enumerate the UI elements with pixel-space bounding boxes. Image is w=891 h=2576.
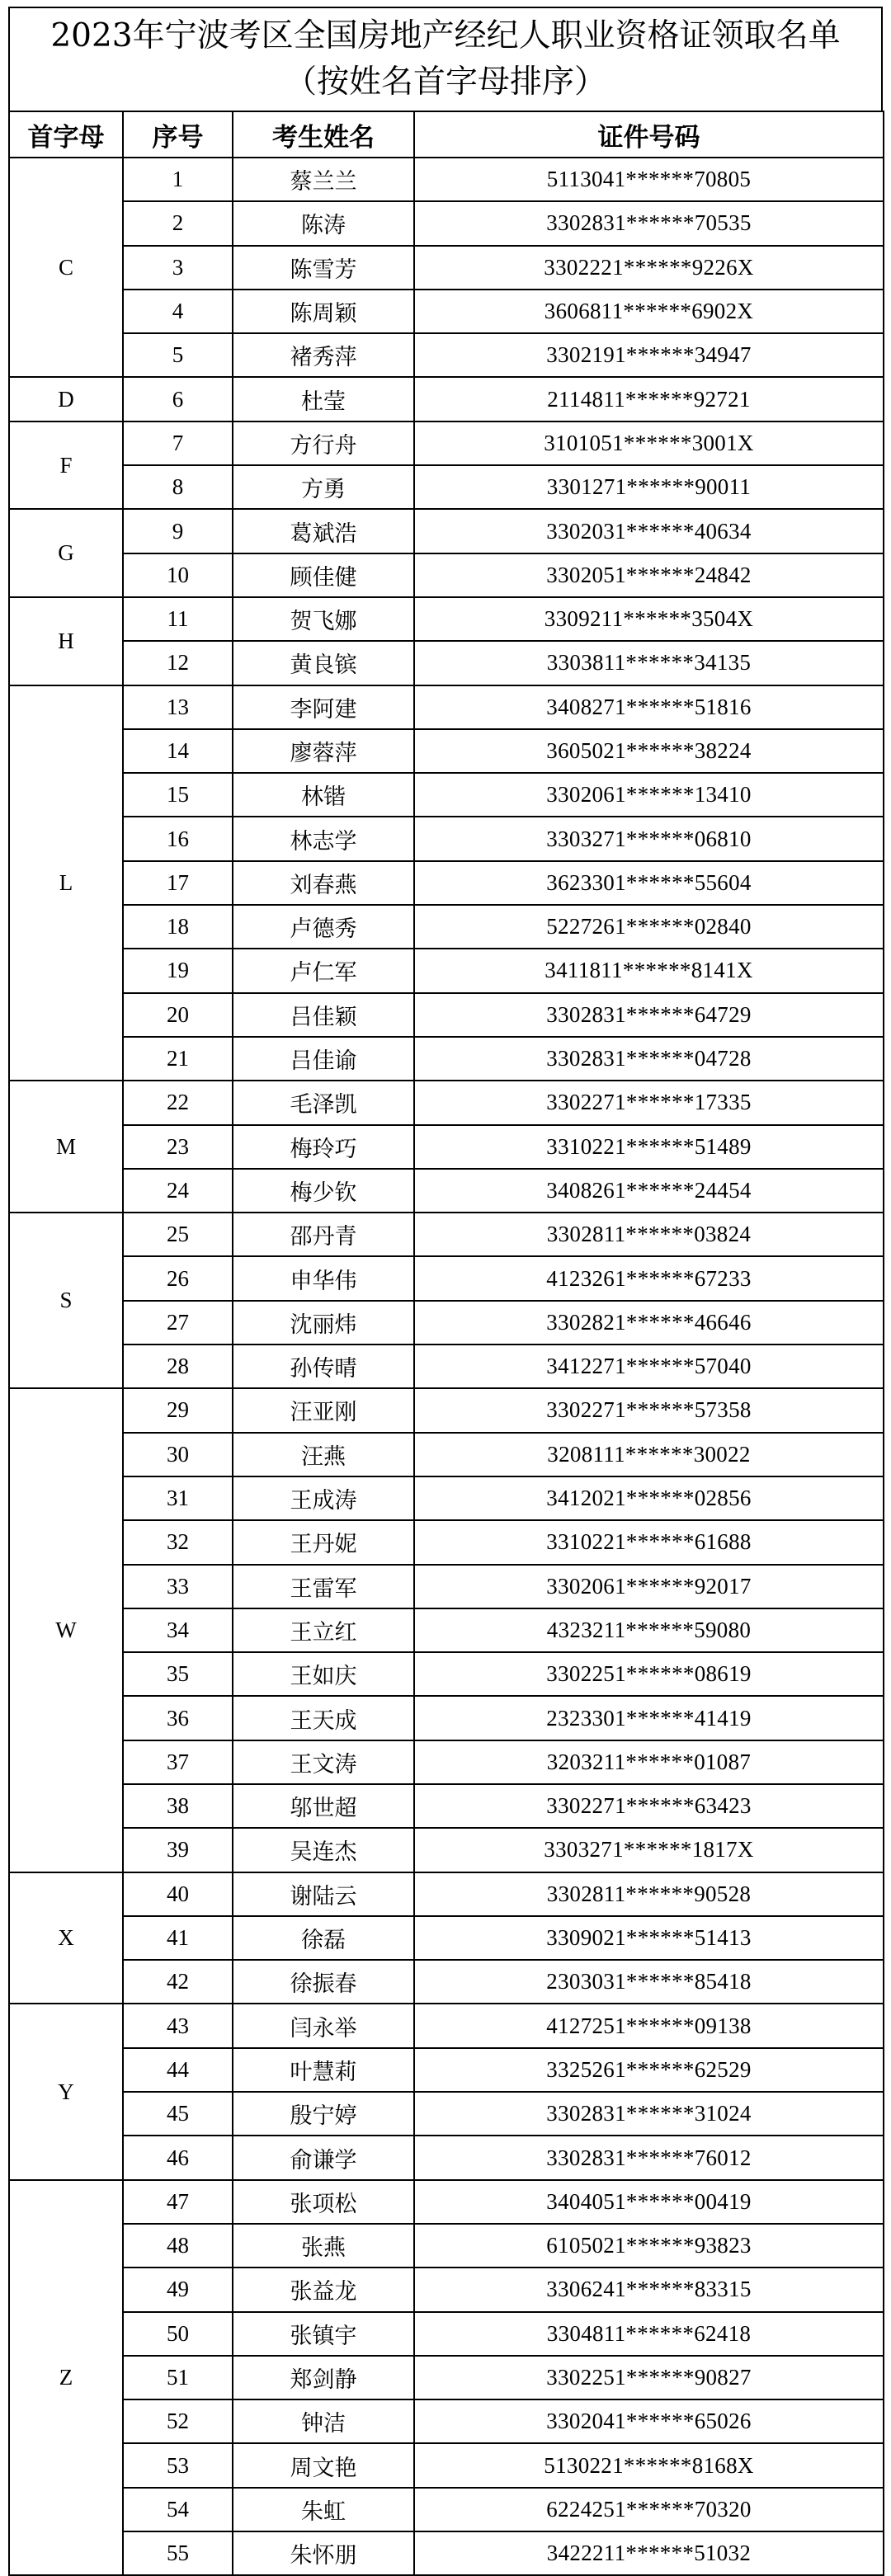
table-row [9, 685, 884, 729]
cert-number-cell: 4127251******09138 [414, 2004, 884, 2047]
name-cell: 梅玲巧 [233, 1125, 414, 1169]
cert-number-cell: 3302831******64729 [414, 993, 884, 1037]
seq-cell: 43 [123, 2004, 233, 2047]
seq-cell: 42 [123, 1960, 233, 2004]
cert-number-cell: 3302061******92017 [414, 1565, 884, 1608]
cert-number-cell: 3605021******38224 [414, 729, 884, 773]
seq-cell: 40 [123, 1872, 233, 1916]
table-row [9, 2136, 884, 2179]
name-cell: 梅少钦 [233, 1169, 414, 1213]
seq-cell: 46 [123, 2136, 233, 2179]
seq-cell: 37 [123, 1740, 233, 1784]
cert-number-cell: 3309021******51413 [414, 1916, 884, 1960]
seq-cell: 21 [123, 1037, 233, 1081]
table-row [9, 421, 884, 465]
seq-cell: 18 [123, 905, 233, 949]
table-row [9, 1565, 884, 1608]
cert-number-cell: 3302831******31024 [414, 2092, 884, 2136]
cert-number-cell: 5113041******70805 [414, 158, 884, 201]
table-row [9, 1828, 884, 1872]
table-row [9, 158, 884, 201]
seq-cell: 44 [123, 2048, 233, 2092]
cert-number-cell: 3422211******51032 [414, 2531, 884, 2575]
cert-number-cell: 3208111******30022 [414, 1433, 884, 1476]
table-row [9, 817, 884, 860]
seq-cell: 1 [123, 158, 233, 201]
cert-number-cell: 3302831******04728 [414, 1037, 884, 1081]
name-cell: 朱虹 [233, 2488, 414, 2531]
seq-cell: 16 [123, 817, 233, 860]
name-cell: 方行舟 [233, 421, 414, 465]
seq-cell: 45 [123, 2092, 233, 2136]
cert-number-cell: 3302811******03824 [414, 1213, 884, 1256]
cert-number-cell: 5130221******8168X [414, 2443, 884, 2487]
seq-cell: 28 [123, 1345, 233, 1388]
table-row [9, 1608, 884, 1652]
table-row [9, 1301, 884, 1345]
name-cell: 林志学 [233, 817, 414, 860]
seq-cell: 54 [123, 2488, 233, 2531]
seq-cell: 15 [123, 773, 233, 817]
table-row [9, 2356, 884, 2399]
initial-letter-cell: W [9, 1388, 123, 1872]
initial-letter-cell: G [9, 509, 123, 597]
cert-number-cell: 3306241******83315 [414, 2268, 884, 2311]
name-cell: 褚秀萍 [233, 333, 414, 377]
table-row [9, 729, 884, 773]
seq-cell: 11 [123, 597, 233, 641]
name-cell: 贺飞娜 [233, 597, 414, 641]
table-row [9, 1960, 884, 2004]
initial-letter-cell: X [9, 1872, 123, 2004]
seq-cell: 13 [123, 685, 233, 729]
name-cell: 殷宁婷 [233, 2092, 414, 2136]
cert-number-cell: 3302831******70535 [414, 201, 884, 245]
seq-cell: 48 [123, 2224, 233, 2268]
seq-cell: 41 [123, 1916, 233, 1960]
seq-cell: 39 [123, 1828, 233, 1872]
initial-letter-cell: M [9, 1081, 123, 1213]
seq-cell: 33 [123, 1565, 233, 1608]
name-cell: 吕佳谕 [233, 1037, 414, 1081]
table-row [9, 2224, 884, 2268]
seq-cell: 34 [123, 1608, 233, 1652]
table-row [9, 2312, 884, 2356]
table-row [9, 861, 884, 905]
seq-cell: 35 [123, 1652, 233, 1696]
initial-letter-cell: L [9, 685, 123, 1081]
table-row [9, 1520, 884, 1564]
cert-number-cell: 3310221******61688 [414, 1520, 884, 1564]
cert-number-cell: 3606811******6902X [414, 290, 884, 333]
cert-number-cell: 3303271******1817X [414, 1828, 884, 1872]
table-row [9, 553, 884, 597]
table-row [9, 641, 884, 685]
name-cell: 叶慧莉 [233, 2048, 414, 2092]
cert-number-cell: 3303811******34135 [414, 641, 884, 685]
table-row [9, 2048, 884, 2092]
table-row [9, 1740, 884, 1784]
name-cell: 张燕 [233, 2224, 414, 2268]
seq-cell: 3 [123, 246, 233, 290]
cert-number-cell: 2114811******92721 [414, 377, 884, 421]
name-cell: 陈周颖 [233, 290, 414, 333]
name-cell: 汪亚刚 [233, 1388, 414, 1432]
name-cell: 吕佳颖 [233, 993, 414, 1037]
table-row [9, 949, 884, 992]
header-name: 考生姓名 [233, 111, 414, 158]
name-cell: 王文涛 [233, 1740, 414, 1784]
table-row [9, 1476, 884, 1520]
seq-cell: 50 [123, 2312, 233, 2356]
seq-cell: 25 [123, 1213, 233, 1256]
cert-number-cell: 3310221******51489 [414, 1125, 884, 1169]
seq-cell: 12 [123, 641, 233, 685]
header-letter: 首字母 [9, 111, 123, 158]
table-row [9, 2268, 884, 2311]
name-cell: 葛斌浩 [233, 509, 414, 553]
name-cell: 王成涛 [233, 1476, 414, 1520]
initial-letter-cell: D [9, 377, 123, 421]
name-cell: 汪燕 [233, 1433, 414, 1476]
name-cell: 黄良镔 [233, 641, 414, 685]
header-seq: 序号 [123, 111, 233, 158]
seq-cell: 30 [123, 1433, 233, 1476]
seq-cell: 7 [123, 421, 233, 465]
table-row [9, 1433, 884, 1476]
initial-letter-cell: H [9, 597, 123, 685]
header-row [9, 111, 884, 158]
seq-cell: 10 [123, 553, 233, 597]
name-cell: 徐振春 [233, 1960, 414, 2004]
document-title [8, 7, 883, 111]
cert-number-cell: 3412271******57040 [414, 1345, 884, 1388]
cert-number-cell: 3301271******90011 [414, 465, 884, 509]
name-cell: 顾佳健 [233, 553, 414, 597]
name-cell: 孙传晴 [233, 1345, 414, 1388]
table-row [9, 1784, 884, 1828]
initial-letter-cell: Z [9, 2180, 123, 2576]
cert-number-cell: 3302811******90528 [414, 1872, 884, 1916]
table-row [9, 1872, 884, 1916]
seq-cell: 17 [123, 861, 233, 905]
name-cell: 沈丽炜 [233, 1301, 414, 1345]
cert-number-cell: 2303031******85418 [414, 1960, 884, 2004]
cert-number-cell: 6105021******93823 [414, 2224, 884, 2268]
seq-cell: 8 [123, 465, 233, 509]
roster-table [8, 111, 884, 2576]
table-row [9, 509, 884, 553]
table-row [9, 1169, 884, 1213]
cert-number-cell: 3302061******13410 [414, 773, 884, 817]
seq-cell: 51 [123, 2356, 233, 2399]
name-cell: 朱怀朋 [233, 2531, 414, 2575]
name-cell: 林锴 [233, 773, 414, 817]
cert-number-cell: 3302251******08619 [414, 1652, 884, 1696]
cert-number-cell: 3623301******55604 [414, 861, 884, 905]
name-cell: 张项松 [233, 2180, 414, 2224]
name-cell: 卢仁军 [233, 949, 414, 992]
table-row [9, 2004, 884, 2047]
cert-number-cell: 3412021******02856 [414, 1476, 884, 1520]
cert-number-cell: 4323211******59080 [414, 1608, 884, 1652]
name-cell: 王立红 [233, 1608, 414, 1652]
table-row [9, 1345, 884, 1388]
name-cell: 邵丹青 [233, 1213, 414, 1256]
seq-cell: 23 [123, 1125, 233, 1169]
name-cell: 张益龙 [233, 2268, 414, 2311]
seq-cell: 32 [123, 1520, 233, 1564]
seq-cell: 6 [123, 377, 233, 421]
name-cell: 王丹妮 [233, 1520, 414, 1564]
table-row [9, 2488, 884, 2531]
cert-number-cell: 3325261******62529 [414, 2048, 884, 2092]
table-row [9, 333, 884, 377]
name-cell: 蔡兰兰 [233, 158, 414, 201]
seq-cell: 26 [123, 1256, 233, 1300]
seq-cell: 4 [123, 290, 233, 333]
cert-number-cell: 3309211******3504X [414, 597, 884, 641]
cert-number-cell: 2323301******41419 [414, 1696, 884, 1740]
table-row [9, 905, 884, 949]
name-cell: 刘春燕 [233, 861, 414, 905]
seq-cell: 20 [123, 993, 233, 1037]
cert-number-cell: 3302031******40634 [414, 509, 884, 553]
table-row [9, 1125, 884, 1169]
initial-letter-cell: C [9, 158, 123, 377]
cert-number-cell: 3408271******51816 [414, 685, 884, 729]
name-cell: 周文艳 [233, 2443, 414, 2487]
cert-number-cell: 3302821******46646 [414, 1301, 884, 1345]
name-cell: 吴连杰 [233, 1828, 414, 1872]
name-cell: 俞谦学 [233, 2136, 414, 2179]
table-row [9, 2399, 884, 2443]
cert-number-cell: 3302251******90827 [414, 2356, 884, 2399]
seq-cell: 5 [123, 333, 233, 377]
cert-number-cell: 3303271******06810 [414, 817, 884, 860]
name-cell: 邬世超 [233, 1784, 414, 1828]
cert-number-cell: 3411811******8141X [414, 949, 884, 992]
name-cell: 李阿建 [233, 685, 414, 729]
initial-letter-cell: S [9, 1213, 123, 1388]
cert-number-cell: 6224251******70320 [414, 2488, 884, 2531]
table-row [9, 2443, 884, 2487]
cert-number-cell: 3302041******65026 [414, 2399, 884, 2443]
roster-body [9, 158, 884, 2575]
table-row [9, 377, 884, 421]
cert-number-cell: 3304811******62418 [414, 2312, 884, 2356]
seq-cell: 53 [123, 2443, 233, 2487]
cert-number-cell: 3302271******57358 [414, 1388, 884, 1432]
seq-cell: 49 [123, 2268, 233, 2311]
cert-number-cell: 3302271******63423 [414, 1784, 884, 1828]
table-row [9, 1256, 884, 1300]
initial-letter-cell: F [9, 421, 123, 510]
name-cell: 陈涛 [233, 201, 414, 245]
cert-number-cell: 4123261******67233 [414, 1256, 884, 1300]
cert-number-cell: 3408261******24454 [414, 1169, 884, 1213]
seq-cell: 2 [123, 201, 233, 245]
seq-cell: 24 [123, 1169, 233, 1213]
seq-cell: 36 [123, 1696, 233, 1740]
name-cell: 方勇 [233, 465, 414, 509]
name-cell: 徐磊 [233, 1916, 414, 1960]
cert-number-cell: 3302271******17335 [414, 1081, 884, 1124]
table-row [9, 1388, 884, 1432]
cert-number-cell: 3302831******76012 [414, 2136, 884, 2179]
table-row [9, 1696, 884, 1740]
name-cell: 张镇宇 [233, 2312, 414, 2356]
name-cell: 申华伟 [233, 1256, 414, 1300]
table-row [9, 246, 884, 290]
header-cert: 证件号码 [414, 111, 884, 158]
seq-cell: 14 [123, 729, 233, 773]
initial-letter-cell: Y [9, 2004, 123, 2179]
name-cell: 杜莹 [233, 377, 414, 421]
name-cell: 卢德秀 [233, 905, 414, 949]
table-row [9, 2531, 884, 2575]
table-row [9, 2180, 884, 2224]
cert-number-cell: 3302051******24842 [414, 553, 884, 597]
name-cell: 王天成 [233, 1696, 414, 1740]
table-row [9, 1081, 884, 1124]
name-cell: 郑剑静 [233, 2356, 414, 2399]
seq-cell: 29 [123, 1388, 233, 1432]
cert-number-cell: 5227261******02840 [414, 905, 884, 949]
seq-cell: 31 [123, 1476, 233, 1520]
table-row [9, 1213, 884, 1256]
name-cell: 王如庆 [233, 1652, 414, 1696]
table-row [9, 597, 884, 641]
table-row [9, 773, 884, 817]
seq-cell: 27 [123, 1301, 233, 1345]
table-row [9, 2092, 884, 2136]
name-cell: 钟洁 [233, 2399, 414, 2443]
table-row [9, 290, 884, 333]
seq-cell: 22 [123, 1081, 233, 1124]
cert-number-cell: 3101051******3001X [414, 421, 884, 465]
seq-cell: 52 [123, 2399, 233, 2443]
cert-number-cell: 3404051******00419 [414, 2180, 884, 2224]
seq-cell: 38 [123, 1784, 233, 1828]
seq-cell: 47 [123, 2180, 233, 2224]
cert-number-cell: 3203211******01087 [414, 1740, 884, 1784]
name-cell: 闫永举 [233, 2004, 414, 2047]
table-row [9, 465, 884, 509]
table-row [9, 993, 884, 1037]
seq-cell: 19 [123, 949, 233, 992]
name-cell: 毛泽凯 [233, 1081, 414, 1124]
name-cell: 王雷军 [233, 1565, 414, 1608]
title-line-1: 2023年宁波考区全国房地产经纪人职业资格证领取名单 [50, 17, 841, 54]
table-row [9, 1037, 884, 1081]
cert-number-cell: 3302221******9226X [414, 246, 884, 290]
title-line-2: （按姓名首字母排序） [284, 64, 606, 101]
table-row [9, 201, 884, 245]
table-row [9, 1652, 884, 1696]
name-cell: 廖蓉萍 [233, 729, 414, 773]
seq-cell: 9 [123, 509, 233, 553]
cert-number-cell: 3302191******34947 [414, 333, 884, 377]
seq-cell: 55 [123, 2531, 233, 2575]
name-cell: 谢陆云 [233, 1872, 414, 1916]
name-cell: 陈雪芳 [233, 246, 414, 290]
table-row [9, 1916, 884, 1960]
